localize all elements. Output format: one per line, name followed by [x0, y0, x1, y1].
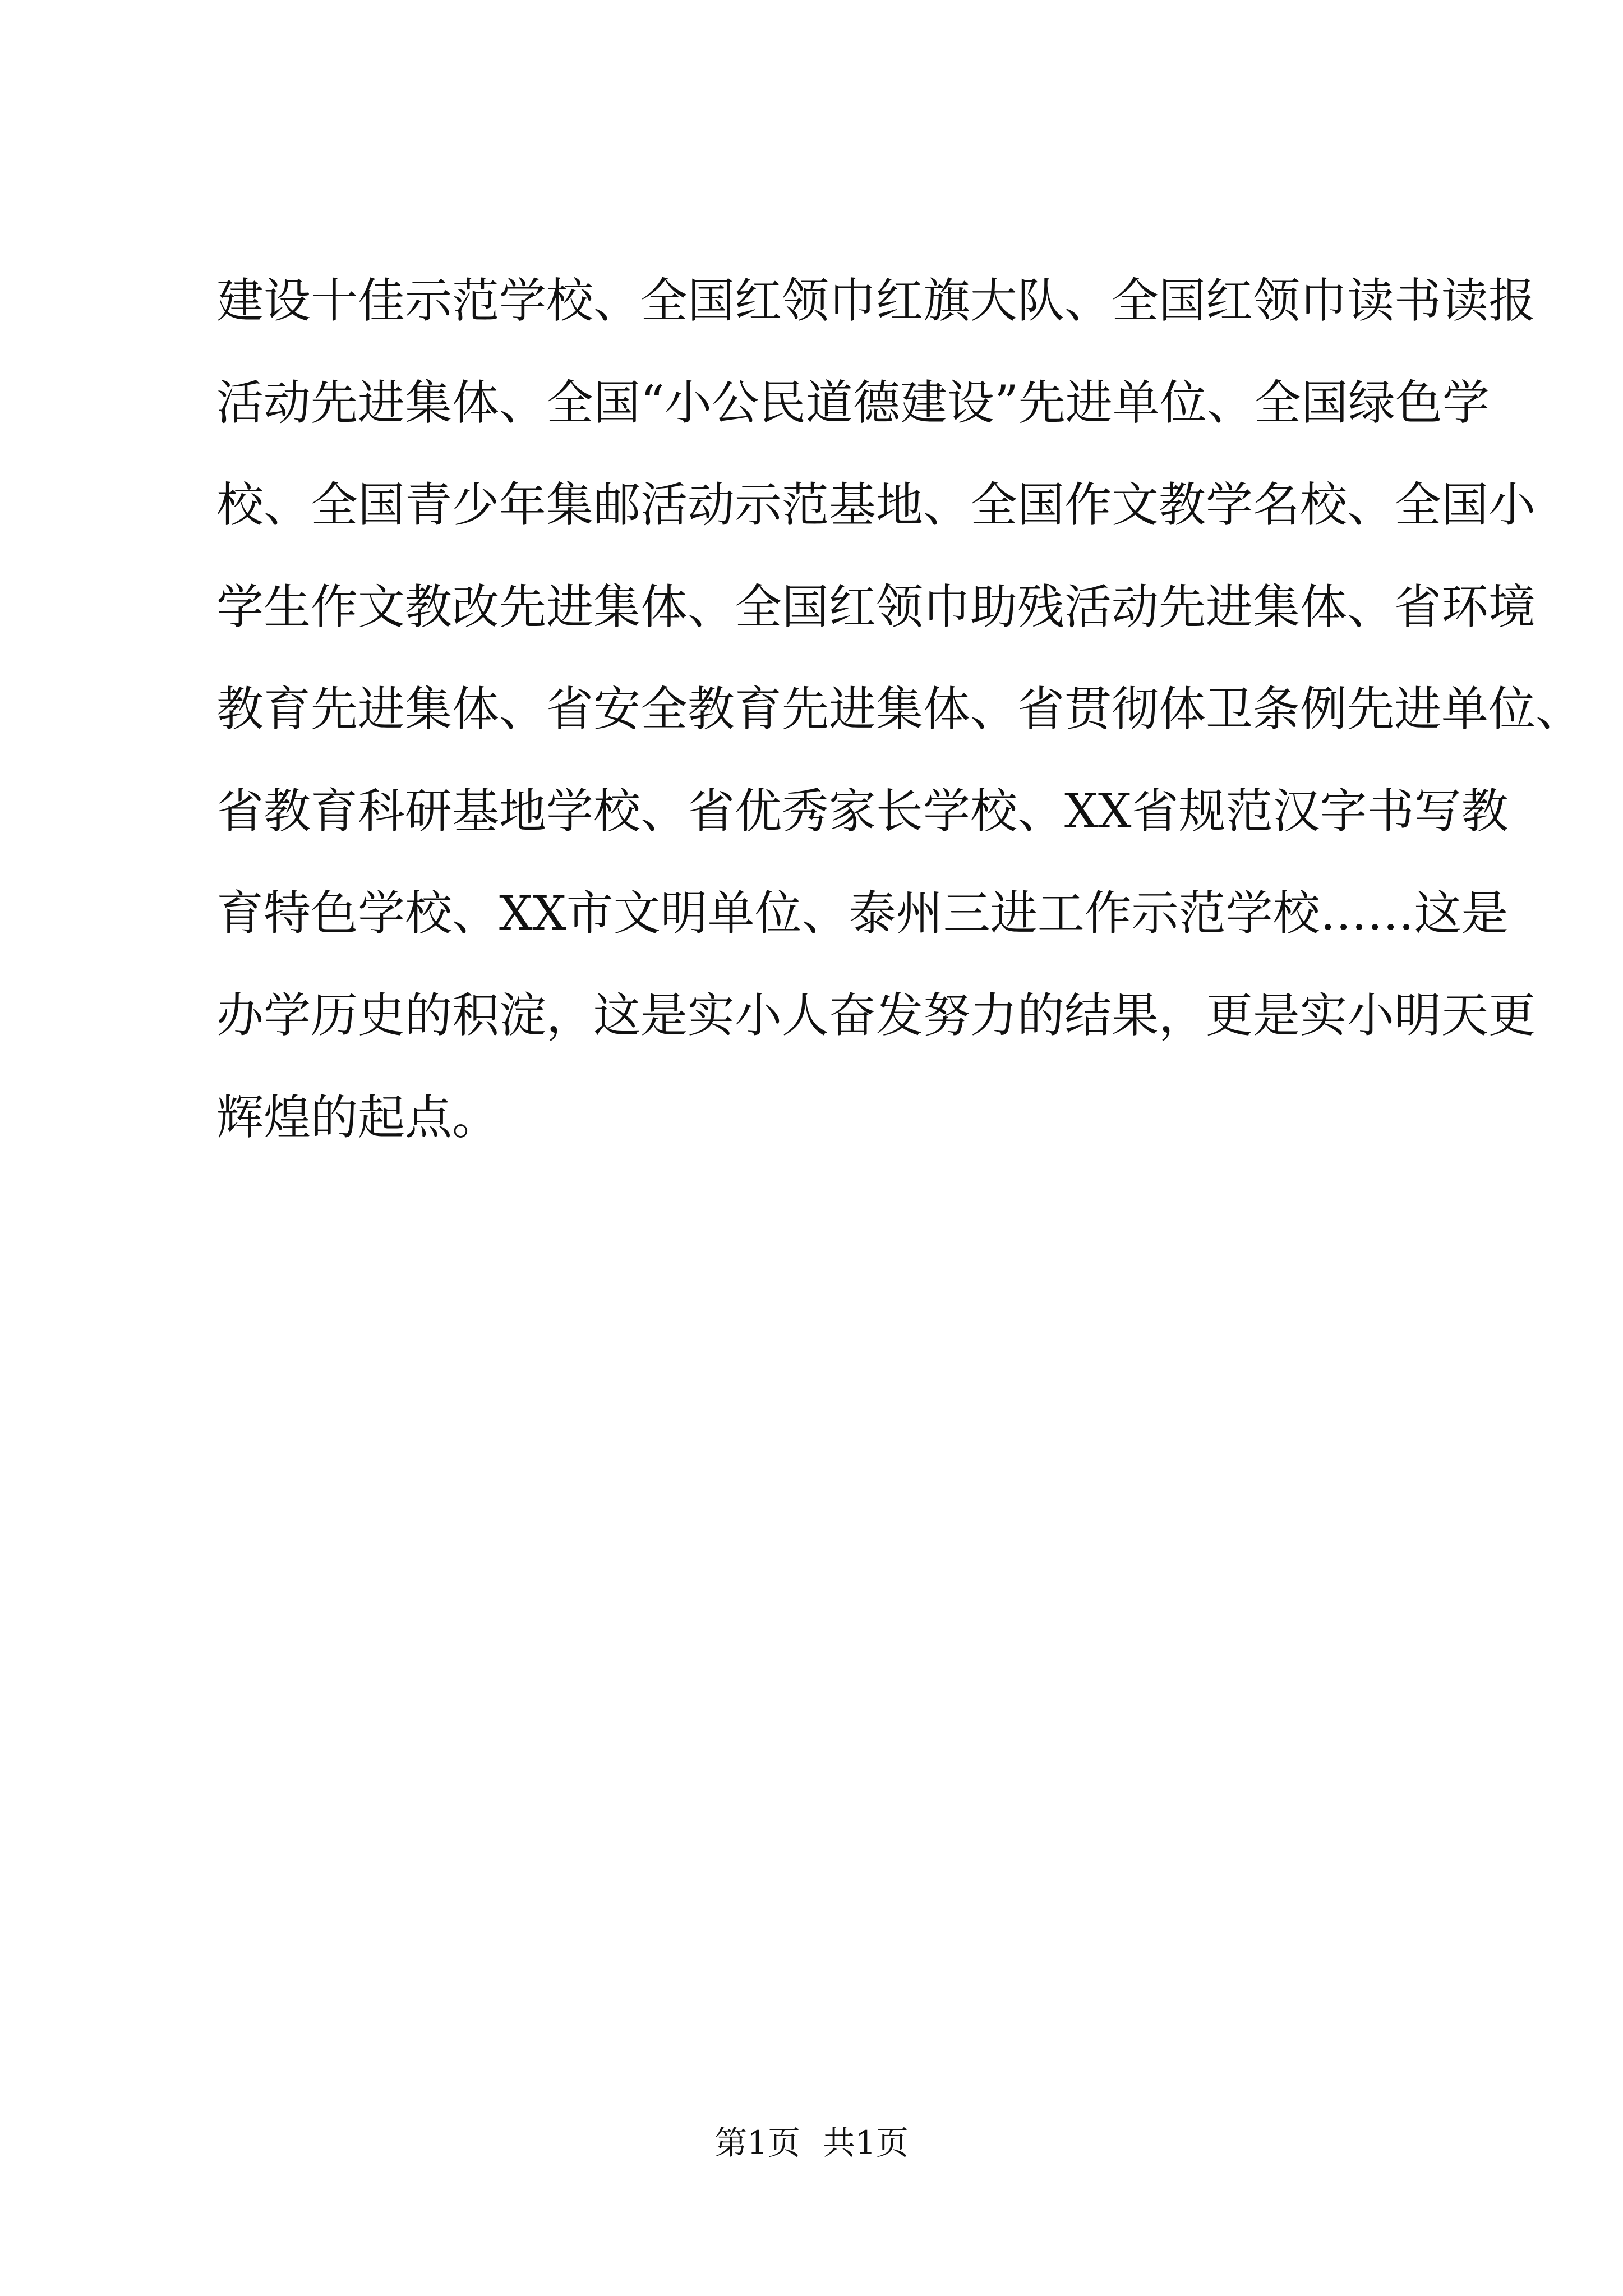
paragraph-line: 办学历史的积淀，这是实小人奋发努力的结果，更是实小明天更 — [216, 988, 1536, 1043]
paragraph-line: 辉煌的起点。 — [216, 1090, 500, 1145]
paragraph-line: 建设十佳示范学校、全国红领巾红旗大队、全国红领巾读书读报 — [216, 273, 1536, 328]
paragraph-line: 活动先进集体、全国“小公民道德建设”先进单位、全国绿色学 — [216, 375, 1490, 430]
page-number: 第1页 — [714, 2124, 800, 2162]
paragraph-line: 育特色学校、XX市文明单位、泰州三进工作示范学校……这是 — [216, 886, 1509, 941]
paragraph-line: 学生作文教改先进集体、全国红领巾助残活动先进集体、省环境 — [216, 579, 1536, 634]
page-total: 共1页 — [823, 2124, 909, 2162]
paragraph-line: 教育先进集体、省安全教育先进集体、省贯彻体卫条例先进单位、 — [216, 682, 1583, 737]
page-footer — [0, 2120, 1623, 2165]
body-paragraph — [216, 250, 1583, 1168]
paragraph-line: 校、全国青少年集邮活动示范基地、全国作文教学名校、全国小 — [216, 477, 1536, 532]
paragraph-line: 省教育科研基地学校、省优秀家长学校、XX省规范汉字书写教 — [216, 784, 1509, 839]
